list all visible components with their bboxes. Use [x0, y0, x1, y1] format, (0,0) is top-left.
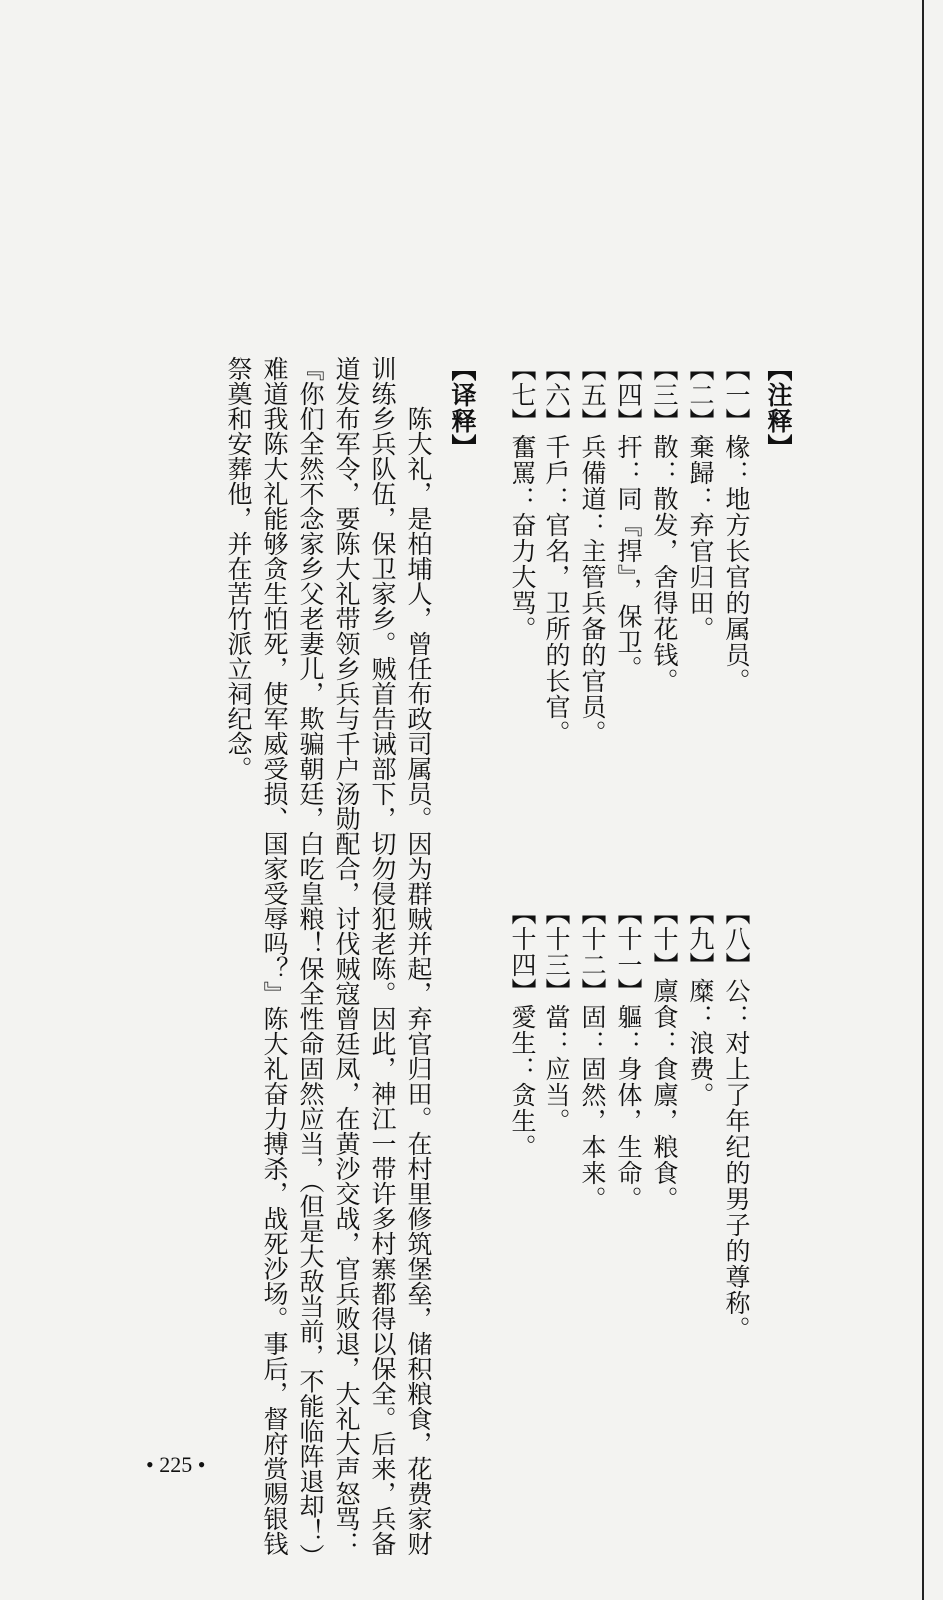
note-7: 【七】奮罵：奋力大骂。: [508, 356, 537, 642]
note-12: 【十二】固：固然，本来。: [578, 900, 607, 1212]
note-5: 【五】兵備道：主管兵备的官员。: [578, 356, 607, 746]
notes-heading: 【注释】: [764, 356, 793, 460]
note-3: 【三】散：散发，舍得花钱。: [650, 356, 679, 694]
translation-line-1: 陈大礼，是柏埔人，曾任布政司属员。因为群贼并起，弃官归田。在村里修筑堡垒，储积粮食，花费家财: [404, 356, 433, 1556]
note-13: 【十三】當：应当。: [542, 900, 571, 1134]
translation-heading: 【译释】: [448, 356, 477, 460]
note-6: 【六】千戶：官名，卫所的长官。: [542, 356, 571, 746]
translation-line-5: 难道我陈大礼能够贪生怕死，使军威受损、国家受辱吗？』陈大礼奋力搏杀，战死沙场。事后，督府赏赐银钱: [260, 356, 289, 1556]
translation-line-4: 『你们全然不念家乡父老妻儿，欺骗朝廷，白吃皇粮！保全性命固然应当，（但是大敌当前，不能临阵退却！）: [296, 356, 325, 1569]
note-4: 【四】扞：同『捍』，保卫。: [614, 356, 643, 682]
note-8: 【八】公：对上了年纪的男子的尊称。: [722, 900, 751, 1342]
note-9: 【九】糜：浪费。: [686, 900, 715, 1108]
translation-line-2: 训练乡兵队伍，保卫家乡。贼首告诫部下，切勿侵犯老陈。因此，神江一带许多村寨都得以保全。后来，兵备: [368, 356, 397, 1556]
note-2: 【二】棄歸：弃官归田。: [686, 356, 715, 642]
translation-line-6: 祭奠和安葬他，并在苦竹派立祠纪念。: [224, 356, 253, 781]
note-10: 【十】廪食：食廪，粮食。: [650, 900, 679, 1212]
note-1: 【一】椽：地方长官的属员。: [722, 356, 751, 694]
note-11: 【十一】軀：身体，生命。: [614, 900, 643, 1212]
page-number: • 225 •: [146, 1452, 206, 1477]
translation-line-3: 道发布军令，要陈大礼带领乡兵与千户汤勋配合，讨伐贼寇曾廷凤，在黄沙交战，官兵败退，大礼大声怒骂：: [332, 356, 361, 1556]
note-14: 【十四】愛生：贪生。: [508, 900, 537, 1160]
page-edge-line: [922, 0, 924, 1600]
